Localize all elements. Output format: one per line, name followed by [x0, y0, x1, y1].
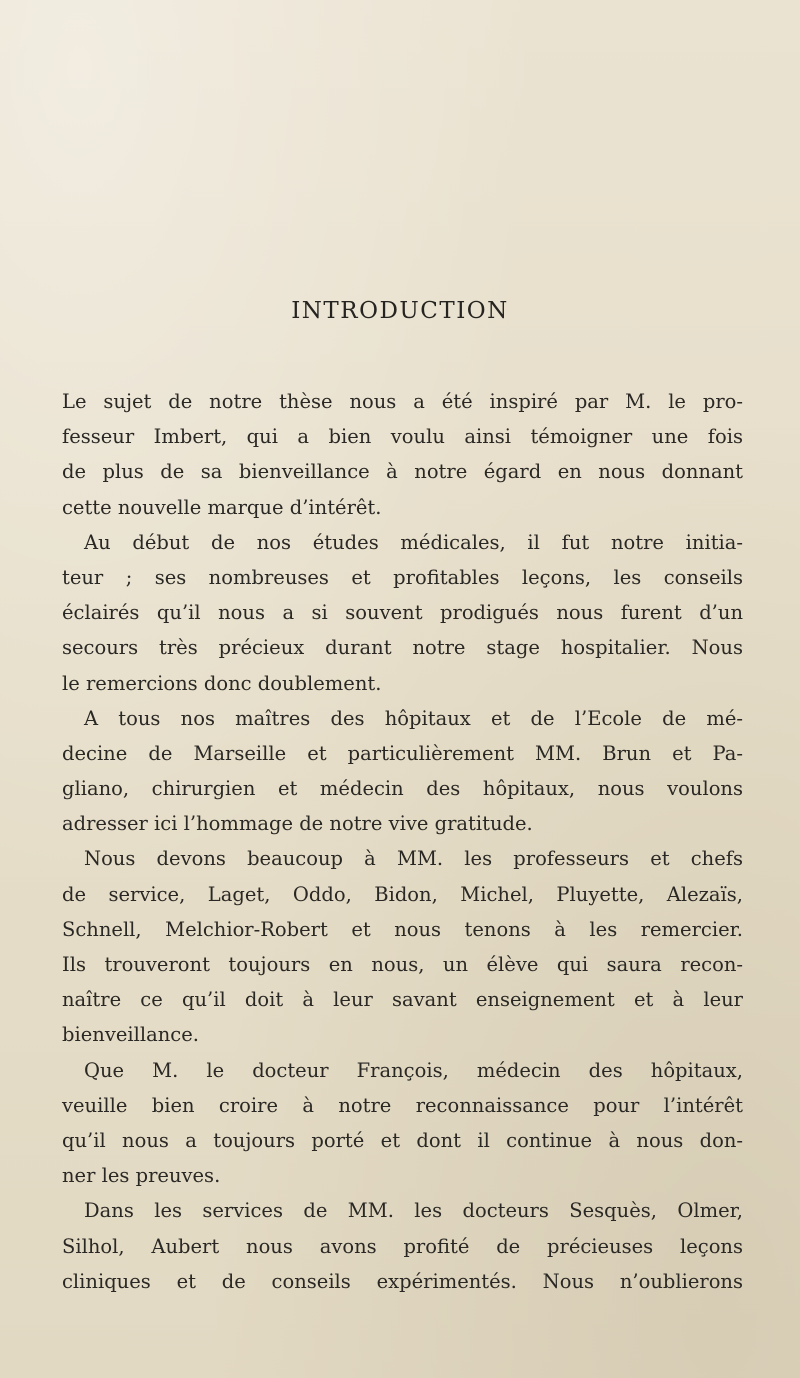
text-line: cette nouvelle marque d’intérêt. [62, 495, 382, 519]
text-line: secours très précieux durant notre stage hospitalier. Nous [62, 636, 743, 660]
text-line: gliano, chirurgien et médecin des hôpitaux, nous voulons [62, 777, 743, 801]
text-line: Au début de nos études médicales, il fut notre initia- [84, 530, 743, 554]
text-line: Le sujet de notre thèse nous a été inspiré par M. le pro- [62, 390, 743, 413]
text-line: ner les preuves. [62, 1164, 221, 1188]
text-line: cliniques et de conseils expérimentés. Nous n’oublierons [62, 1269, 743, 1293]
text-line: qu’il nous a toujours porté et dont il continue à nous don- [62, 1128, 743, 1152]
text-line: Que M. le docteur François, médecin des hôpitaux, [84, 1058, 743, 1082]
text-line: decine de Marseille et particulièrement MM. Brun et Pa- [62, 741, 743, 765]
text-line: Schnell, Melchior-Robert et nous tenons à les remercier. [62, 917, 743, 941]
text-line: Ils trouveront toujours en nous, un élève qui saura recon- [62, 953, 743, 976]
text-line: bienveillance. [62, 1023, 199, 1047]
text-line: teur ; ses nombreuses et profitables leçons, les conseils [62, 565, 743, 589]
text-line: veuille bien croire à notre reconnaissance pour l’intérêt [62, 1093, 743, 1117]
introduction-text [62, 384, 743, 1299]
page-heading: INTRODUCTION [291, 298, 509, 324]
text-line: de plus de sa bienveillance à notre égard en nous donnant [62, 460, 743, 484]
text-line: Nous devons beaucoup à MM. les professeurs et chefs [84, 847, 743, 871]
text-line: éclairés qu’il nous a si souvent prodigués nous furent d’un [62, 601, 743, 625]
text-line: fesseur Imbert, qui a bien voulu ainsi témoigner une fois [62, 425, 743, 449]
text-line: de service, Laget, Oddo, Bidon, Michel, Pluyette, Alezaïs, [62, 882, 743, 906]
text-line: naître ce qu’il doit à leur savant enseignement et à leur [62, 988, 743, 1012]
text-line: A tous nos maîtres des hôpitaux et de l’Ecole de mé- [84, 706, 743, 730]
text-line: Silhol, Aubert nous avons profité de précieuses leçons [62, 1234, 743, 1258]
text-line: le remercions donc doublement. [62, 671, 382, 695]
text-line: Dans les services de MM. les docteurs Sesquès, Olmer, [84, 1199, 743, 1223]
text-line: adresser ici l’hommage de notre vive gratitude. [62, 812, 533, 836]
